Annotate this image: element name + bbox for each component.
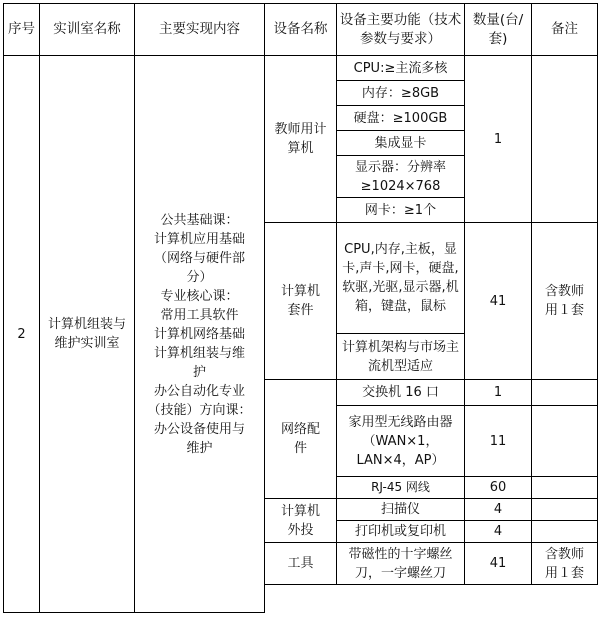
spec-cpu: CPU:≥主流多核 (337, 56, 465, 81)
quantity-teacher-pc: 1 (465, 56, 532, 223)
spec-graphics: 集成显卡 (337, 131, 465, 156)
room-name: 计算机组装与维护实训室 (40, 56, 135, 613)
quantity-kit: 41 (465, 223, 532, 380)
equipment-network: 网络配件 (265, 380, 337, 499)
spec-scanner: 扫描仪 (337, 499, 465, 521)
remark-teacher-pc (532, 56, 598, 223)
content-line: 计算机网络基础 (153, 326, 245, 342)
spec-memory: 内存：≥8GB (337, 81, 465, 106)
quantity-printer: 4 (465, 521, 532, 543)
equipment-kit: 计算机套件 (265, 223, 337, 380)
content-line: 公共基础课： (160, 212, 239, 228)
header-quantity: 数量(台/套) (465, 4, 532, 56)
content-line: （网络与硬件部 (153, 250, 245, 266)
spec-printer: 打印机或复印机 (337, 521, 465, 543)
quantity-cable: 60 (465, 477, 532, 499)
remark-kit: 含教师用１套 (532, 223, 598, 380)
header-row (4, 4, 598, 56)
spec-switch: 交换机 16 口 (337, 380, 465, 406)
header-main-content: 主要实现内容 (135, 4, 265, 56)
header-equipment-function: 设备主要功能（技术参数与要求） (337, 4, 465, 56)
content-line: （技能）方向课： (147, 402, 252, 418)
header-equipment-name: 设备名称 (265, 4, 337, 56)
header-remark: 备注 (532, 4, 598, 56)
content-line: 分） (186, 269, 213, 285)
equipment-peripheral: 计算机外投 (265, 499, 337, 543)
spec-kit-architecture: 计算机架构与市场主流机型适应 (337, 334, 465, 380)
content-line: 计算机应用基础 (153, 231, 245, 247)
equipment-tools: 工具 (265, 543, 337, 585)
spec-disk: 硬盘：≥100GB (337, 106, 465, 131)
content-line: 常用工具软件 (160, 307, 239, 323)
spec-cable: RJ-45 网线 (337, 477, 465, 499)
spec-kit-components: CPU,内存,主板，显卡,声卡,网卡，硬盘,软驱,光驱,显示器,机箱，键盘，鼠标 (337, 223, 465, 334)
remark-router (532, 406, 598, 477)
quantity-tools: 41 (465, 543, 532, 585)
header-room-name: 实训室名称 (40, 4, 135, 56)
spec-tools: 带磁性的十字螺丝刀，一字螺丝刀 (337, 543, 465, 585)
header-index: 序号 (4, 4, 40, 56)
quantity-scanner: 4 (465, 499, 532, 521)
remark-scanner (532, 499, 598, 521)
content-line: 护 (192, 364, 206, 380)
content-line: 专业核心课： (160, 288, 239, 304)
spec-display: 显示器：分辨率≥1024×768 (337, 156, 465, 198)
spec-nic: 网卡：≥1个 (337, 198, 465, 223)
content-line: 办公自动化专业 (153, 383, 245, 399)
equipment-table (3, 3, 598, 613)
content-line: 计算机组装与维 (153, 345, 245, 361)
remark-printer (532, 521, 598, 543)
main-content (135, 56, 265, 613)
content-line: 办公设备使用与 (153, 421, 245, 437)
remark-switch (532, 380, 598, 406)
equipment-teacher-pc: 教师用计算机 (265, 56, 337, 223)
content-line: 维护 (186, 440, 213, 456)
quantity-switch: 1 (465, 380, 532, 406)
remark-cable (532, 477, 598, 499)
remark-tools: 含教师用１套 (532, 543, 598, 585)
spec-router: 家用型无线路由器（WAN×1，LAN×4，AP） (337, 406, 465, 477)
row-index: 2 (4, 56, 40, 613)
quantity-router: 11 (465, 406, 532, 477)
